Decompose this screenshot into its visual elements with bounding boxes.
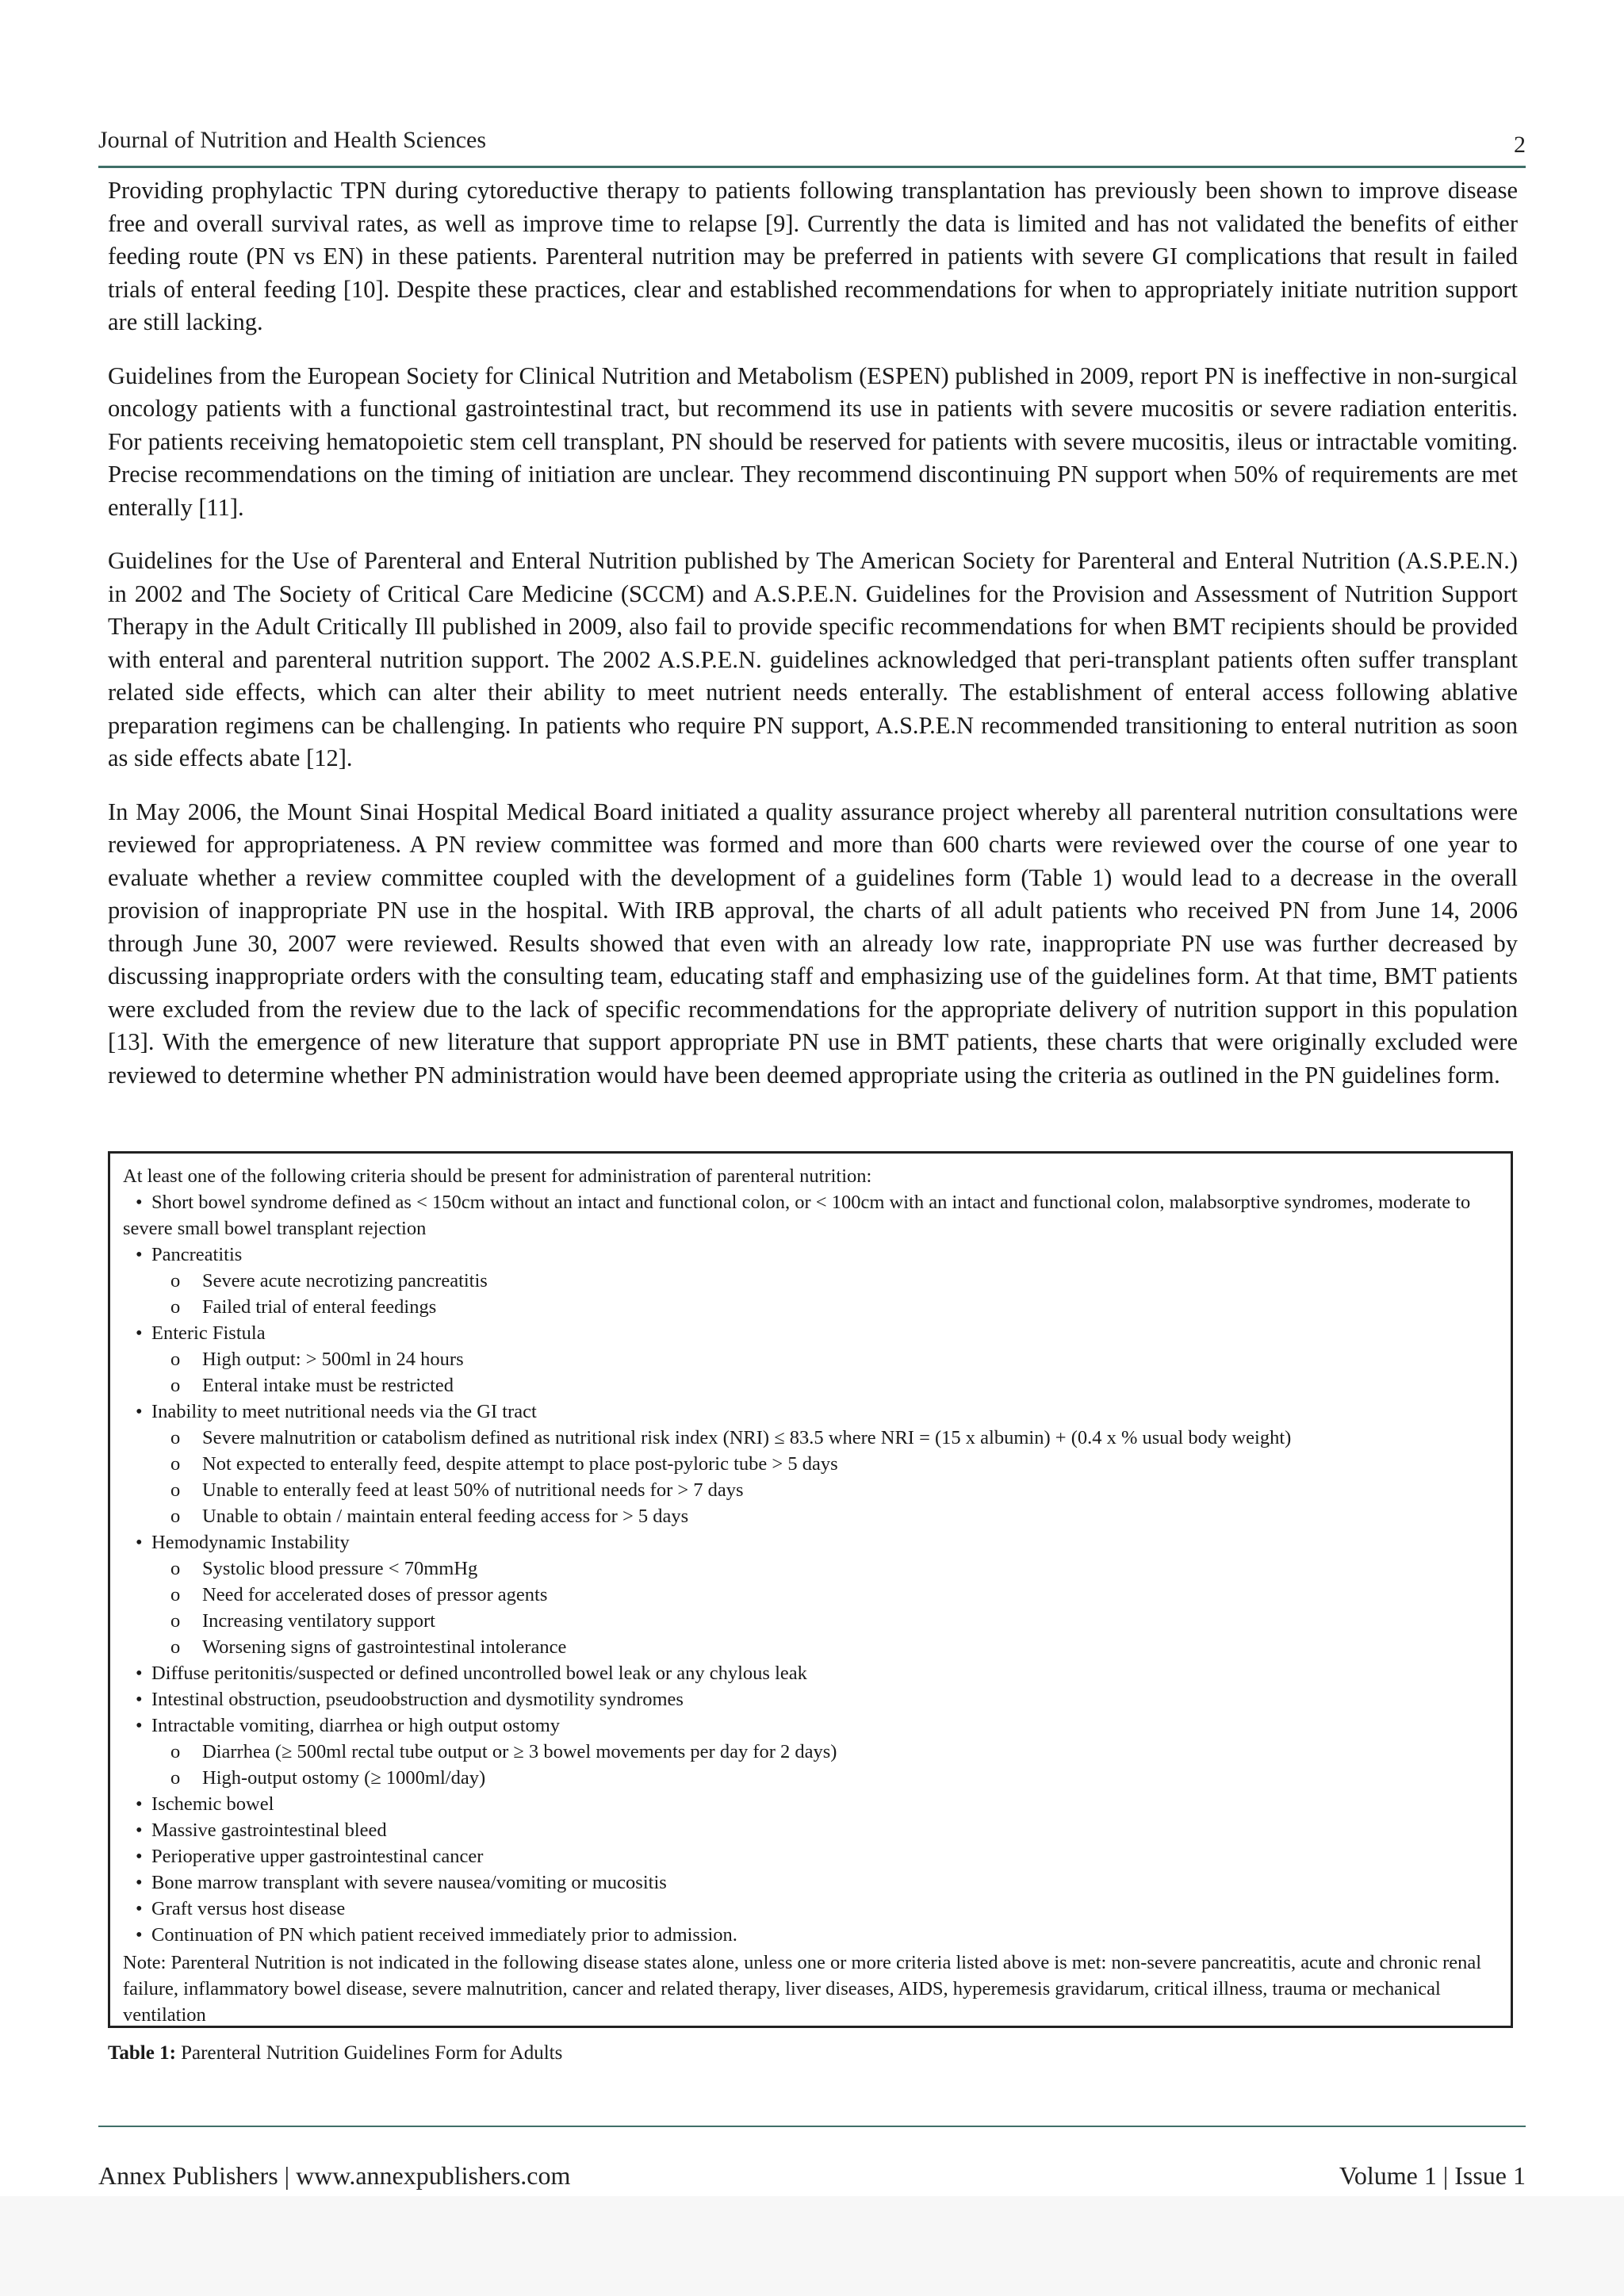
sub-criterion-item: o Unable to enterally feed at least 50% of nutritional needs for > 7 days bbox=[123, 1477, 1498, 1503]
footer-publisher: Annex Publishers | www.annexpublishers.com bbox=[98, 2161, 571, 2190]
criterion-item: • Intestinal obstruction, pseudoobstruction and dysmotility syndromes bbox=[123, 1686, 1498, 1712]
caption-text: Parenteral Nutrition Guidelines Form for Adults bbox=[175, 2042, 563, 2064]
sub-criterion-item: o Severe malnutrition or catabolism defined as nutritional risk index (NRI) ≤ 83.5 where NRI = (15 x albumin) + (0.4 x % usual body weight) bbox=[123, 1425, 1498, 1451]
criterion-item: • Graft versus host disease bbox=[123, 1896, 1498, 1922]
sub-criterion-item: o High-output ostomy (≥ 1000ml/day) bbox=[123, 1765, 1498, 1791]
sub-criterion-item: o Worsening signs of gastrointestinal intolerance bbox=[123, 1634, 1498, 1660]
criterion-item: • Bone marrow transplant with severe nausea/vomiting or mucositis bbox=[123, 1869, 1498, 1896]
criterion-item: • Inability to meet nutritional needs via the GI tract bbox=[123, 1399, 1498, 1425]
footer-volume-issue: Volume 1 | Issue 1 bbox=[1339, 2161, 1526, 2190]
sub-criterion-item: o Need for accelerated doses of pressor agents bbox=[123, 1582, 1498, 1608]
journal-title: Journal of Nutrition and Health Sciences bbox=[98, 127, 487, 153]
sub-criterion-item: o Increasing ventilatory support bbox=[123, 1608, 1498, 1634]
body-text bbox=[108, 174, 1518, 1112]
page-number: 2 bbox=[1514, 132, 1526, 158]
footer-rule bbox=[98, 2126, 1526, 2127]
criterion-item: • Intractable vomiting, diarrhea or high output ostomy bbox=[123, 1712, 1498, 1739]
sub-criterion-item: o Severe acute necrotizing pancreatitis bbox=[123, 1268, 1498, 1294]
sub-criterion-item: o Systolic blood pressure < 70mmHg bbox=[123, 1556, 1498, 1582]
page-bottom-band bbox=[0, 2196, 1624, 2296]
criterion-item: • Continuation of PN which patient received immediately prior to admission. bbox=[123, 1922, 1498, 1948]
table-caption bbox=[108, 2042, 562, 2064]
header-rule bbox=[98, 166, 1526, 168]
sub-criterion-item: o Enteral intake must be restricted bbox=[123, 1372, 1498, 1399]
paragraph: Guidelines for the Use of Parenteral and Enteral Nutrition published by The American Society for Parenteral and Enteral Nutrition (A.S.P.E.N.) in 2002 and The Society of Critical Care Medicine (SCCM) and A.S.P.E.N. Guidelines for the Provision and Assessment of Nutrition Support Therapy in the Adult Critically Ill published in 2009, also fail to provide specific recommendations for when BMT recipients should be provided with enteral and parenteral nutrition support. The 2002 A.S.P.E.N. guidelines acknowledged that peri-transplant patients often suffer transplant related side effects, which can alter their ability to meet nutrient needs enterally. The establishment of enteral access following ablative preparation regimens can be challenging. In patients who require PN support, A.S.P.E.N recommended transitioning to enteral nutrition as soon as side effects abate [12]. bbox=[108, 547, 1518, 771]
paragraph: Providing prophylactic TPN during cytoreductive therapy to patients following transplantation has previously been shown to improve disease free and overall survival rates, as well as improve time to relapse [9]. Currently the data is limited and has not validated the benefits of either feeding route (PN vs EN) in these patients. Parenteral nutrition may be preferred in patients with severe GI complications that result in failed trials of enteral feeding [10]. Despite these practices, clear and established recommendations for when to appropriately initiate nutrition support are still lacking. bbox=[108, 177, 1518, 335]
table-intro: At least one of the following criteria should be present for administration of parenteral nutrition: bbox=[123, 1165, 872, 1187]
guidelines-table bbox=[108, 1151, 1513, 2028]
sub-criterion-item: o Diarrhea (≥ 500ml rectal tube output or ≥ 3 bowel movements per day for 2 days) bbox=[123, 1739, 1498, 1765]
criterion-item: • Diffuse peritonitis/suspected or defined uncontrolled bowel leak or any chylous leak bbox=[123, 1660, 1498, 1686]
sub-criterion-item: o High output: > 500ml in 24 hours bbox=[123, 1346, 1498, 1372]
criterion-item: • Ischemic bowel bbox=[123, 1791, 1498, 1817]
criterion-item: • Enteric Fistula bbox=[123, 1320, 1498, 1346]
criterion-item: • Massive gastrointestinal bleed bbox=[123, 1817, 1498, 1843]
table-note: Note: Parenteral Nutrition is not indicated in the following disease states alone, unless one or more criteria listed above is met: non-severe pancreatitis, acute and chronic renal failure, inflammatory bowel disease, severe malnutrition, cancer and related therapy, liver diseases, AIDS, hyperemesis gravidarum, critical illness, trauma or mechanical ventilation bbox=[123, 1952, 1482, 2026]
criterion-item: • Perioperative upper gastrointestinal cancer bbox=[123, 1843, 1498, 1869]
caption-label: Table 1: bbox=[108, 2042, 176, 2064]
sub-criterion-item: o Unable to obtain / maintain enteral feeding access for > 5 days bbox=[123, 1503, 1498, 1529]
criterion-item: • Hemodynamic Instability bbox=[123, 1529, 1498, 1556]
sub-criterion-item: o Failed trial of enteral feedings bbox=[123, 1294, 1498, 1320]
paragraph: In May 2006, the Mount Sinai Hospital Medical Board initiated a quality assurance project whereby all parenteral nutrition consultations were reviewed for appropriateness. A PN review committee was formed and more than 600 charts were reviewed over the course of one year to evaluate whether a review committee coupled with the development of a guidelines form (Table 1) would lead to a decrease in the overall provision of inappropriate PN use in the hospital. With IRB approval, the charts of all adult patients who received PN from June 14, 2006 through June 30, 2007 were reviewed. Results showed that even with an already low rate, inappropriate PN use was further decreased by discussing inappropriate orders with the consulting team, educating staff and emphasizing use of the guidelines form. At that time, BMT patients were excluded from the review due to the lack of specific recommendations for the appropriate delivery of nutrition support in this population [13]. With the emergence of new literature that support appropriate PN use in BMT patients, these charts that were originally excluded were reviewed to determine whether PN administration would have been deemed appropriate using the criteria as outlined in the PN guidelines form. bbox=[108, 798, 1518, 1089]
criterion-item: • Pancreatitis bbox=[123, 1242, 1498, 1268]
sub-criterion-item: o Not expected to enterally feed, despite attempt to place post-pyloric tube > 5 days bbox=[123, 1451, 1498, 1477]
paragraph: Guidelines from the European Society for Clinical Nutrition and Metabolism (ESPEN) published in 2009, report PN is ineffective in non-surgical oncology patients with a functional gastrointestinal tract, but recommend its use in patients with severe mucositis or severe radiation enteritis. For patients receiving hematopoietic stem cell transplant, PN should be reserved for patients with severe mucositis, ileus or intractable vomiting. Precise recommendations on the timing of initiation are unclear. They recommend discontinuing PN support when 50% of requirements are met enterally [11]. bbox=[108, 362, 1518, 521]
criterion-item: • Short bowel syndrome defined as < 150cm without an intact and functional colon, or < 100cm with an intact and functional colon, malabsorptive syndromes, moderate to severe small bowel transplant rejection bbox=[123, 1189, 1498, 1242]
